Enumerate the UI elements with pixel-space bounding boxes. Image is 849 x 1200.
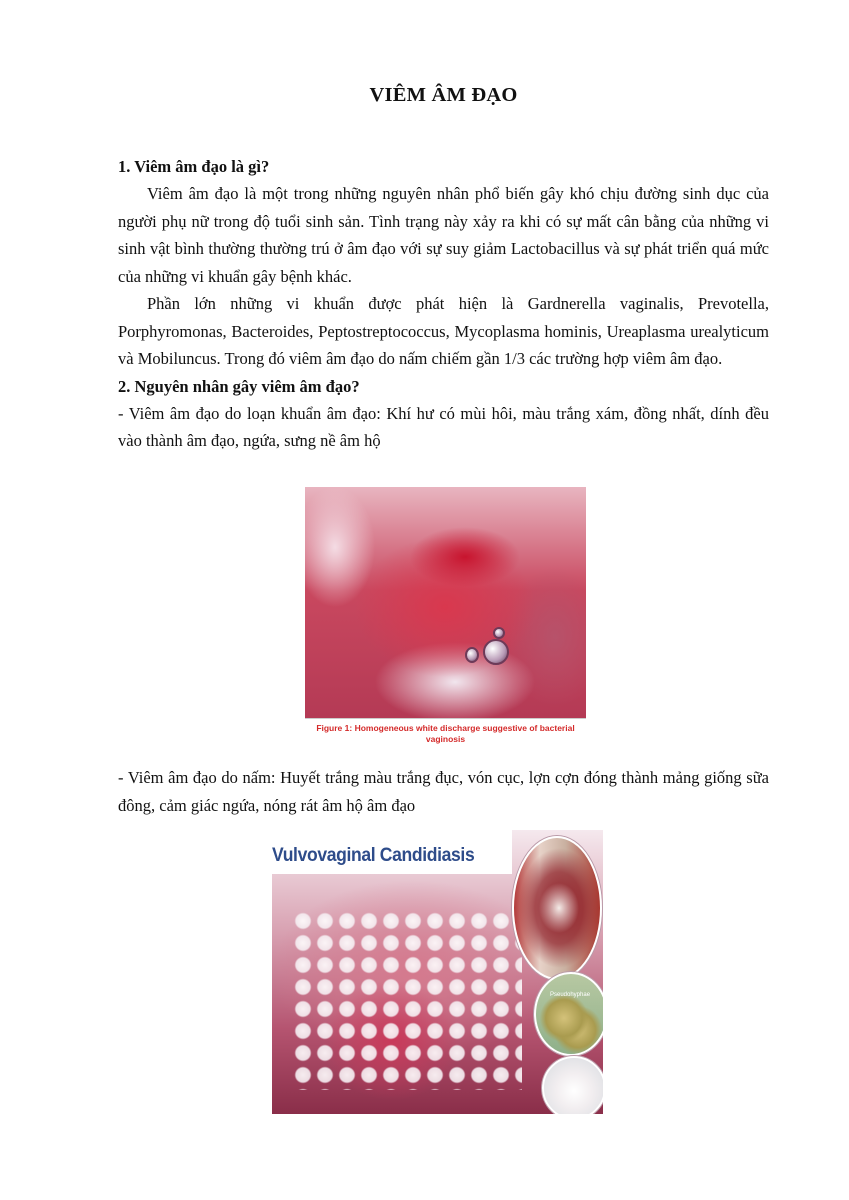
figure1-caption-line1: Figure 1: Homogeneous white discharge suggestive of bacterial	[316, 723, 575, 733]
figure-bacterial-vaginosis	[305, 487, 586, 749]
candidiasis-plaques	[292, 910, 522, 1090]
figure-vulvovaginal-candidiasis	[272, 830, 603, 1114]
document-page	[118, 84, 769, 455]
section1-paragraph1: Viêm âm đạo là một trong những nguyên nhân phổ biến gây khó chịu đường sinh dục của người phụ nữ trong độ tuổi sinh sản. Tình trạng này xảy ra khi có sự mất cân bằng của những vi sinh vật bình thường thường trú ở âm đạo với sự suy giảm Lactobacillus và sự phát triển quá mức của những vi khuẩn gây bệnh khác.	[118, 184, 769, 286]
figure1-caption-line2: vaginosis	[425, 734, 466, 744]
document-title: VIÊM ÂM ĐẠO	[369, 84, 518, 106]
section2-item-fungal: - Viêm âm đạo do nấm: Huyết trắng màu trắng đục, vón cục, lợn cợn đóng thành mảng giống sữa đông, cảm giác ngứa, nóng rát âm hộ âm đạo	[118, 768, 769, 815]
section2-item-bacterial: - Viêm âm đạo do loạn khuẩn âm đạo: Khí hư có mùi hôi, màu trắng xám, đồng nhất, dính đều vào thành âm đạo, ngứa, sưng nề âm hộ	[118, 403, 769, 450]
section2-item-fungal-wrapper	[118, 764, 769, 819]
figure1-caption	[305, 723, 586, 745]
figure2-title: Vulvovaginal Candidiasis	[272, 844, 475, 866]
inset-microscopy-photo	[534, 972, 603, 1056]
bacterial-vaginosis-photo	[305, 487, 586, 719]
figure2-header	[272, 830, 512, 874]
section1-paragraph2: Phần lớn những vi khuẩn được phát hiện là Gardnerella vaginalis, Prevotella, Porphyromonas, Bacteroides, Peptostreptococcus, Mycoplasma hominis, Ureaplasma urealyticum và Mobiluncus. Trong đó viêm âm đạo do nấm chiếm gần 1/3 các trường hợp viêm âm đạo.	[118, 294, 769, 368]
section2-heading: 2. Nguyên nhân gây viêm âm đạo?	[118, 376, 360, 396]
inset-microscopy-label: Pseudohyphae	[550, 992, 591, 998]
section1-heading: 1. Viêm âm đạo là gì?	[118, 157, 270, 176]
inset-discharge-photo	[542, 1056, 603, 1114]
inset-cervix-photo	[512, 836, 602, 980]
